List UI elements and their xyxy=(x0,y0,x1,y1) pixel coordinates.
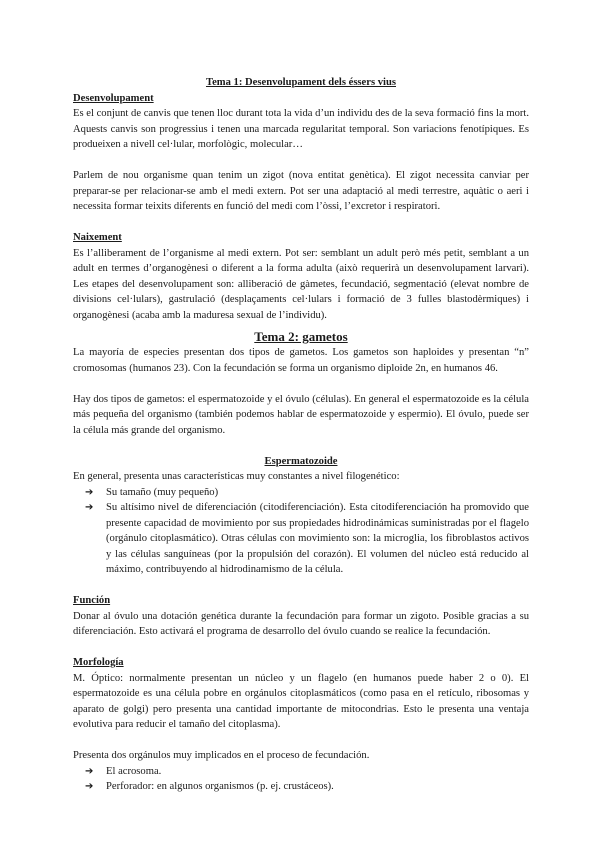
paragraph-desenvolupament-1: Es el conjunt de canvis que tenen lloc durant tota la vida d’un individu des de la seva formació fins la mort. Aquests canvis son progressius i tenen una marcada regularitat temporal. Son variacions fenotípiques. Es produeixen a nivell cel·lular, morfològic, molecular… xyxy=(73,108,529,150)
heading-morfologia: Morfología xyxy=(73,657,124,668)
list-item-text: El acrosoma. xyxy=(106,765,162,777)
morfologia-list xyxy=(73,764,529,795)
paragraph-naixement: Es l’alliberament de l’organisme al medi extern. Pot ser: semblant un adult però més petit, semblant a un adult en termes d’organogènesi o diferent a la forma adulta (això requerirà un desenvolupament larvari). Les etapes del desenvolupament son: alliberació de gàmetes, fecundació, segmentació (elevat nombre de divisions cel·lulars), gastrulació (desplaçaments cel·lulars i formació de 3 fulles blastodèrmiques) i organogènesi (acaba amb la maduresa sexual de l’individu). xyxy=(73,247,529,321)
paragraph-funcion: Donar al óvulo una dotación genética durante la fecundación para formar un zigoto. Posible gracias a su diferenciación. Esto activará el programa de desarrollo del óvulo cuando se realice la fecundación. xyxy=(73,610,529,637)
heading-funcion: Función xyxy=(73,595,111,606)
paragraph-gametos-2: Hay dos tipos de gametos: el espermatozoide y el óvulo (células). En general el espermatozoide es la célula más pequeña del organismo (también podemos hablar de espermatozoide y espermio). El óvulo, puede ser la célula más grande del organismo. xyxy=(73,393,529,436)
heading-desenvolupament: Desenvolupament xyxy=(73,92,154,104)
list-item xyxy=(85,764,529,780)
heading-naixement: Naixement xyxy=(73,232,122,243)
espermatozoide-list xyxy=(73,485,529,578)
paragraph-gametos-1: La mayoría de especies presentan dos tipos de gametos. Los gametos son haploides y presentan “n” cromosomas (humanos 23). Con la fecundación se forma un organismo diploide 2n, en humanos 46. xyxy=(73,347,529,374)
list-item-text: Su altísimo nivel de diferenciación (citodiferenciación). Esta citodiferenciación ha promovido que presente capacidad de movimiento por sus propiedades hidrodinámicas suministradas por el flagelo (orgánulo citoplasmático). Otras células con movimiento son: la microglia, los fibroblastos activos y las células sanguíneas (por la propulsión del corazón). El volumen del núcleo está reducido al máximo, contribuyendo al hidrodinamismo de la célula. xyxy=(106,502,529,575)
list-item xyxy=(85,485,529,501)
list-item xyxy=(85,779,529,795)
arrow-icon: ➔ xyxy=(85,502,94,513)
list-item-text: Su tamaño (muy pequeño) xyxy=(106,486,219,498)
list-item-text: Perforador: en algunos organismos (p. ej. crustáceos). xyxy=(106,781,334,792)
section-title-tema2: Tema 2: gametos xyxy=(254,329,348,344)
paragraph-espermatozoide-intro: En general, presenta unas características muy constantes a nivel filogenético: xyxy=(73,471,400,482)
heading-espermatozoide: Espermatozoide xyxy=(264,455,338,467)
document-content xyxy=(73,75,529,795)
list-item xyxy=(85,500,529,578)
paragraph-morfologia-1: M. Óptico: normalmente presentan un núcleo y un flagelo (en humanos puede haber 2 o 0). El espermatozoide es una célula pobre en orgánulos citoplasmáticos (como pasa en el retículo, ribosomas y aparato de golgi) pero presenta una cantidad importante de mitocondrias. Esto le presenta una ventaja evolutiva para reducir el tamaño del citoplasma). xyxy=(73,672,529,730)
arrow-icon: ➔ xyxy=(85,486,94,498)
paragraph-morfologia-2: Presenta dos orgánulos muy implicados en el proceso de fecundación. xyxy=(73,750,370,761)
arrow-icon: ➔ xyxy=(85,765,94,777)
arrow-icon: ➔ xyxy=(85,781,94,792)
paragraph-desenvolupament-2: Parlem de nou organisme quan tenim un zigot (nova entitat genètica). El zigot necessita canviar per preparar-se per relacionar-se amb el medi extern. Pot ser una adaptació al medi terrestre, aquàtic o aeri i necessita formar teixits diferents en funció del medi com l’òssi, l’excretor i respiratori. xyxy=(73,170,529,212)
page-title: Tema 1: Desenvolupament dels éssers vius xyxy=(205,77,396,88)
